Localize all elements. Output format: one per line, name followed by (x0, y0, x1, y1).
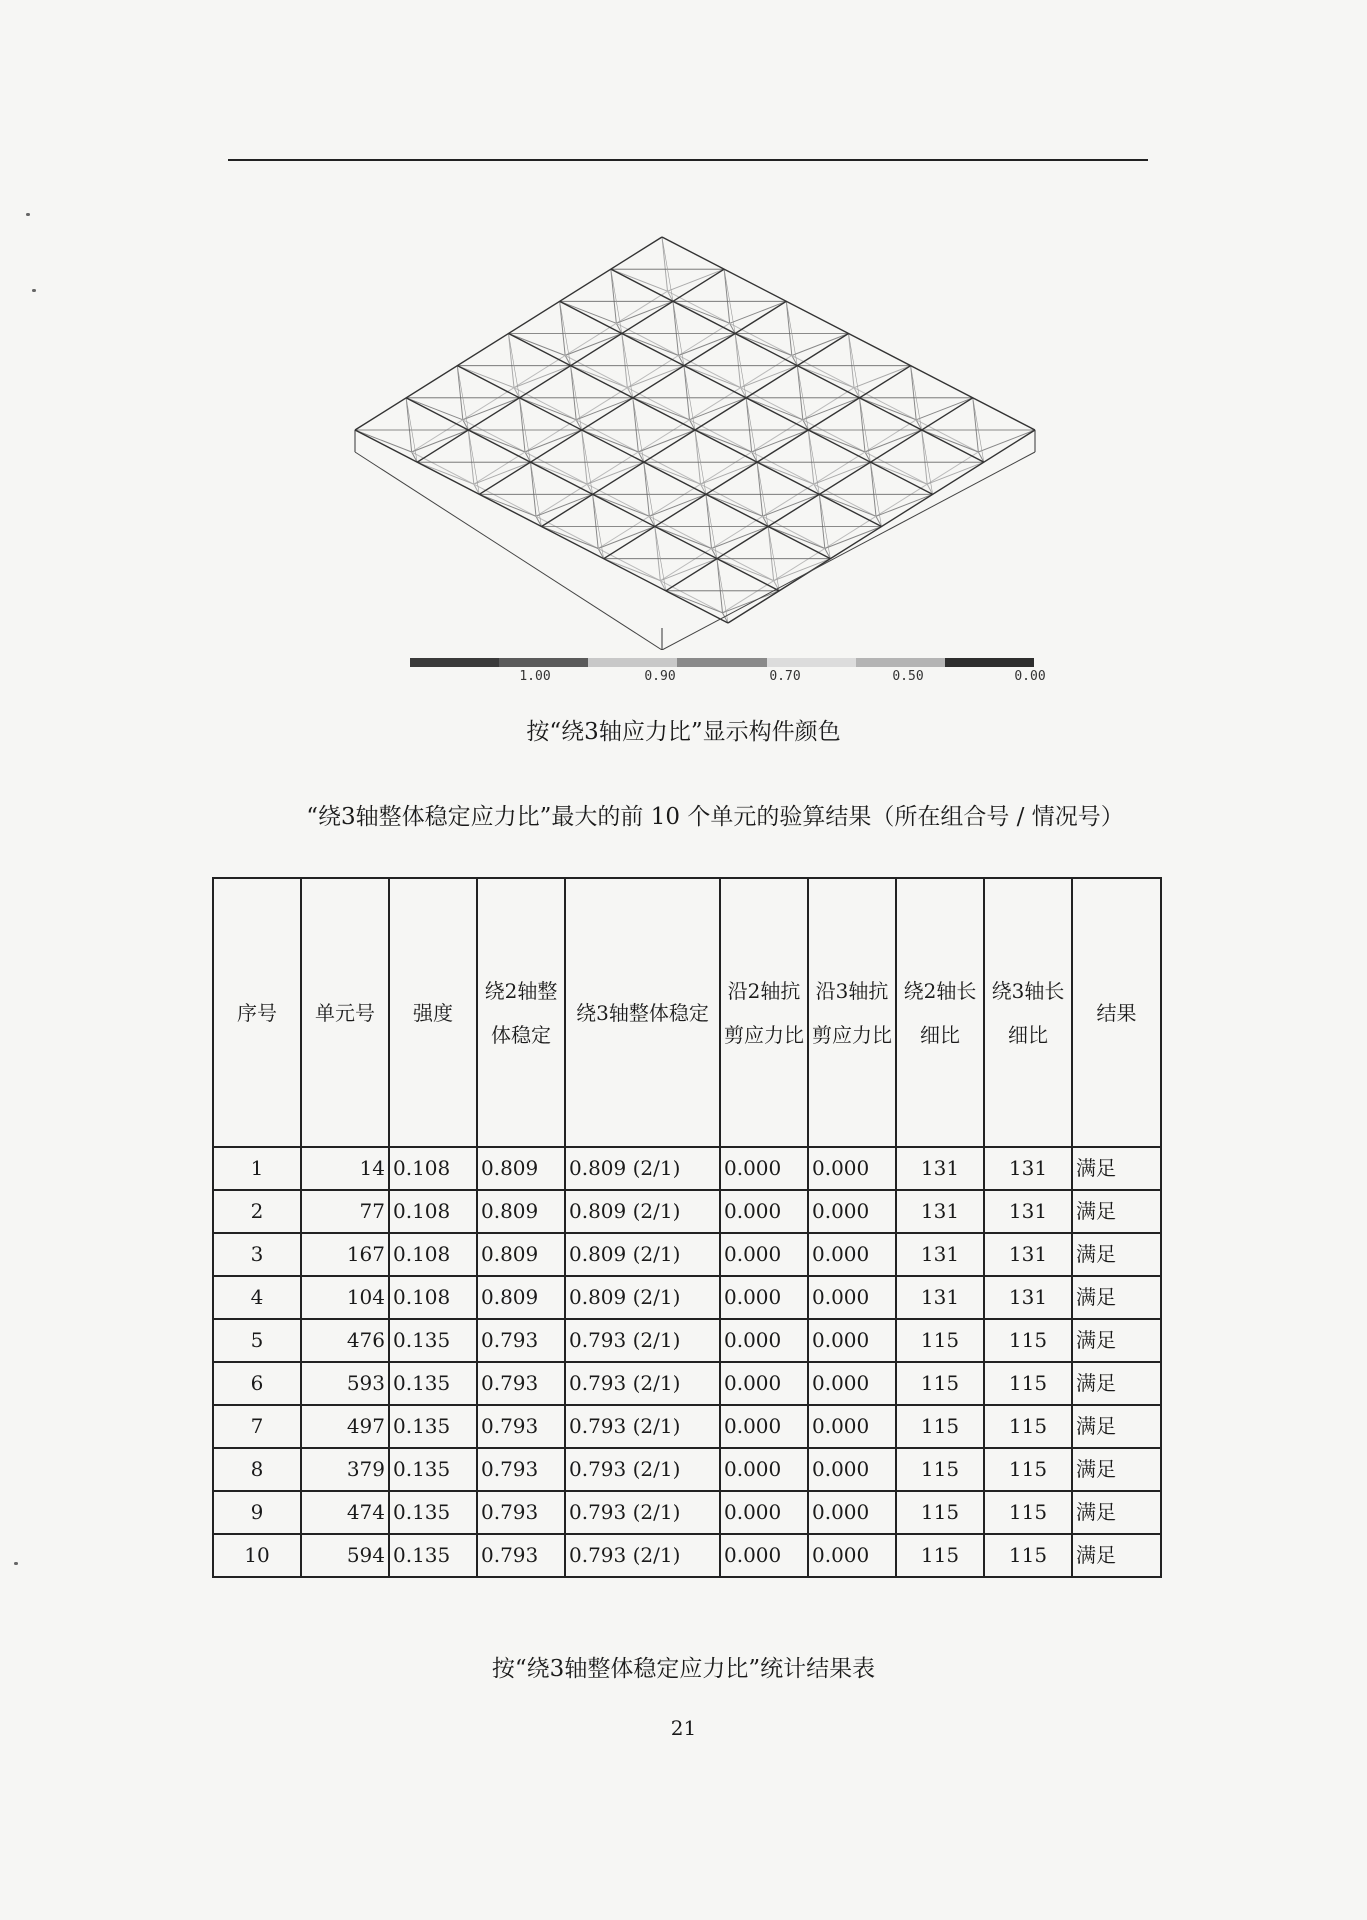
table-title: “绕3轴整体稳定应力比”最大的前 10 个单元的验算结果（所在组合号 / 情况号） (306, 804, 1124, 830)
truss-member (752, 430, 809, 452)
truss-member (571, 366, 628, 388)
truss-member (565, 356, 627, 388)
table-cell: 0.000 (720, 1405, 808, 1448)
truss-member (576, 388, 627, 420)
table-cell: 0.000 (808, 1491, 896, 1534)
truss-member (871, 462, 928, 484)
legend-color-segment (767, 658, 857, 667)
truss-member (649, 484, 700, 516)
truss-member (763, 494, 820, 516)
table-cell: 0.809 (2/1) (565, 1276, 720, 1319)
table-cell: 满足 (1072, 1190, 1161, 1233)
truss-member (468, 430, 525, 452)
table-cell: 0.135 (389, 1362, 477, 1405)
truss-member (474, 452, 525, 484)
table-cell: 3 (213, 1233, 301, 1276)
table-cell: 77 (301, 1190, 389, 1233)
table-cell: 131 (984, 1147, 1072, 1190)
truss-member (774, 549, 825, 581)
table-cell: 9 (213, 1491, 301, 1534)
truss-member (593, 494, 650, 516)
table-cell: 0.000 (808, 1319, 896, 1362)
table-cell: 115 (896, 1362, 984, 1405)
table-cell: 满足 (1072, 1319, 1161, 1362)
table-cell: 0.793 (2/1) (565, 1534, 720, 1577)
truss-member (509, 334, 566, 356)
truss-member (701, 452, 752, 484)
truss-member (457, 366, 514, 388)
table-cell: 131 (896, 1276, 984, 1319)
table-cell: 115 (896, 1448, 984, 1491)
table-cell: 0.000 (808, 1405, 896, 1448)
truss-member (412, 420, 463, 452)
legend-color-segment (410, 658, 500, 667)
table-cell: 115 (984, 1491, 1072, 1534)
table-cell: 0.000 (808, 1147, 896, 1190)
truss-member (565, 334, 622, 356)
truss-member (463, 398, 520, 420)
table-cell: 0.000 (720, 1233, 808, 1276)
table-cell: 6 (213, 1362, 301, 1405)
table-cell: 0.135 (389, 1534, 477, 1577)
truss-member (463, 420, 525, 452)
truss-member (406, 398, 463, 420)
truss-member (355, 430, 412, 452)
header-cell: 结果 (1072, 878, 1161, 1147)
truss-member (808, 430, 865, 452)
table-cell: 14 (301, 1147, 389, 1190)
truss-member (598, 527, 655, 549)
table-cell: 0.809 (477, 1233, 565, 1276)
table-cell: 满足 (1072, 1491, 1161, 1534)
header-cell: 绕2轴长细比 (896, 878, 984, 1147)
table-cell: 2 (213, 1190, 301, 1233)
truss-member (927, 462, 984, 484)
table-cell: 0.000 (720, 1491, 808, 1534)
truss-member (638, 430, 695, 452)
truss-member (825, 516, 876, 548)
truss-member (741, 388, 803, 420)
truss-member (706, 494, 763, 516)
truss-member (679, 334, 736, 356)
truss-member (797, 366, 854, 388)
truss-member (649, 494, 706, 516)
table-cell: 0.809 (477, 1147, 565, 1190)
table-caption: 按“绕3轴整体稳定应力比”统计结果表 (491, 1656, 876, 1682)
truss-member (922, 430, 979, 452)
truss-member (649, 516, 711, 548)
legend-tick: 0.90 (644, 669, 676, 684)
table-cell: 0.793 (477, 1448, 565, 1491)
table-cell: 115 (984, 1362, 1072, 1405)
table-cell: 115 (896, 1319, 984, 1362)
truss-member (768, 527, 825, 549)
table-cell: 0.809 (477, 1276, 565, 1319)
truss-member (616, 323, 678, 355)
truss-member (717, 559, 774, 581)
truss-member (514, 356, 565, 388)
figure-caption: 按“绕3轴应力比”显示构件颜色 (526, 719, 841, 745)
table-cell: 131 (984, 1276, 1072, 1319)
table-cell: 131 (896, 1147, 984, 1190)
table-cell: 0.793 (2/1) (565, 1405, 720, 1448)
table-cell: 0.000 (720, 1147, 808, 1190)
table-row (213, 1534, 1161, 1577)
truss-member (814, 452, 865, 484)
truss-member (730, 301, 787, 323)
truss-member (587, 452, 638, 484)
truss-member (690, 420, 752, 452)
table-cell: 5 (213, 1319, 301, 1362)
truss-member (627, 388, 689, 420)
table-cell: 0.809 (2/1) (565, 1233, 720, 1276)
truss-member (660, 549, 711, 581)
table-cell: 0.000 (720, 1448, 808, 1491)
header-cell: 绕3轴整体稳定 (565, 878, 720, 1147)
table-cell: 476 (301, 1319, 389, 1362)
table-row (213, 1362, 1161, 1405)
truss-member (660, 581, 722, 613)
truss-member (814, 462, 871, 484)
truss-member (587, 462, 644, 484)
truss-member (638, 452, 700, 484)
table-cell: 0.135 (389, 1491, 477, 1534)
truss-member (536, 484, 587, 516)
table-cell: 0.135 (389, 1319, 477, 1362)
truss-member (598, 516, 649, 548)
legend-color-segment (677, 658, 767, 667)
truss-member (865, 430, 922, 452)
truss-member (668, 269, 725, 291)
scan-speck (26, 213, 30, 216)
table-cell: 满足 (1072, 1233, 1161, 1276)
truss-members (355, 237, 1035, 650)
legend-color-segment (945, 658, 1035, 667)
table-cell: 8 (213, 1448, 301, 1491)
table-cell: 115 (984, 1448, 1072, 1491)
legend-tick: 0.70 (769, 669, 801, 684)
truss-member (684, 366, 741, 388)
truss-member (660, 559, 717, 581)
truss-member (525, 420, 576, 452)
table-cell: 0.809 (477, 1190, 565, 1233)
truss-member (876, 494, 933, 516)
table-row (213, 1276, 1161, 1319)
truss-member (860, 398, 917, 420)
table-cell: 满足 (1072, 1362, 1161, 1405)
table-cell: 131 (896, 1190, 984, 1233)
truss-member (525, 452, 587, 484)
table-cell: 594 (301, 1534, 389, 1577)
truss-member (803, 420, 865, 452)
truss-member (565, 323, 616, 355)
table-cell: 0.108 (389, 1233, 477, 1276)
truss-member (757, 462, 814, 484)
truss-member (576, 398, 633, 420)
truss-member (536, 494, 593, 516)
table-cell: 474 (301, 1491, 389, 1534)
table-cell: 0.000 (720, 1319, 808, 1362)
truss-member (712, 549, 774, 581)
truss-member (792, 356, 854, 388)
header-cell: 绕3轴长细比 (984, 878, 1072, 1147)
table-cell: 0.108 (389, 1147, 477, 1190)
table-cell: 115 (984, 1405, 1072, 1448)
truss-member (701, 462, 758, 484)
legend-tick: 0.00 (1014, 669, 1046, 684)
table-row (213, 1190, 1161, 1233)
truss-member (531, 462, 588, 484)
truss-member (978, 430, 1035, 452)
table-cell: 满足 (1072, 1448, 1161, 1491)
table-cell: 7 (213, 1405, 301, 1448)
truss-member (735, 334, 792, 356)
table-cell: 满足 (1072, 1147, 1161, 1190)
truss-member (638, 420, 689, 452)
table-cell: 497 (301, 1405, 389, 1448)
table-cell: 131 (984, 1190, 1072, 1233)
table-cell: 0.809 (2/1) (565, 1147, 720, 1190)
truss-member (604, 559, 661, 581)
table-cell: 104 (301, 1276, 389, 1319)
truss-member (741, 356, 792, 388)
truss-member (525, 430, 582, 452)
truss-member (598, 549, 660, 581)
table-cell: 0.000 (720, 1276, 808, 1319)
table-row (213, 1448, 1161, 1491)
truss-member (655, 527, 712, 549)
header-rule (228, 159, 1148, 161)
truss-member (803, 388, 854, 420)
table-row (213, 1319, 1161, 1362)
table-row (213, 1233, 1161, 1276)
scan-speck (14, 1562, 18, 1565)
table-cell: 4 (213, 1276, 301, 1319)
table-cell: 0.000 (808, 1233, 896, 1276)
scan-speck (32, 289, 36, 292)
table-cell: 满足 (1072, 1276, 1161, 1319)
truss-member (695, 430, 752, 452)
truss-member (542, 527, 599, 549)
legend-color-segment (856, 658, 946, 667)
table-cell: 115 (984, 1319, 1072, 1362)
truss-member (616, 291, 667, 323)
truss-member (690, 388, 741, 420)
header-cell: 强度 (389, 878, 477, 1147)
legend-color-segment (499, 658, 589, 667)
table-cell: 0.000 (808, 1276, 896, 1319)
legend-tick: 1.00 (519, 669, 551, 684)
truss-member (927, 452, 978, 484)
table-cell: 0.793 (477, 1319, 565, 1362)
table-cell: 593 (301, 1362, 389, 1405)
legend-tick: 0.50 (892, 669, 924, 684)
truss-member (741, 366, 798, 388)
truss-member (622, 334, 679, 356)
truss-member (712, 516, 763, 548)
truss-member (582, 430, 639, 452)
legend-color-segment (588, 658, 678, 667)
truss-member (417, 462, 474, 484)
table-cell: 0.793 (477, 1534, 565, 1577)
table-cell: 0.793 (477, 1362, 565, 1405)
truss-member (514, 388, 576, 420)
table-cell: 131 (896, 1233, 984, 1276)
table-cell: 0.000 (720, 1534, 808, 1577)
table-cell: 满足 (1072, 1534, 1161, 1577)
color-legend (410, 658, 1046, 688)
truss-member (763, 516, 825, 548)
table-cell: 379 (301, 1448, 389, 1491)
header-cell: 沿2轴抗剪应力比 (720, 878, 808, 1147)
truss-member (514, 366, 571, 388)
truss-member (814, 484, 876, 516)
table-cell: 0.809 (2/1) (565, 1190, 720, 1233)
truss-member (746, 398, 803, 420)
truss-member (916, 420, 978, 452)
table-cell: 1 (213, 1147, 301, 1190)
table-cell: 0.793 (2/1) (565, 1319, 720, 1362)
truss-member (520, 398, 577, 420)
truss-member (854, 366, 911, 388)
table-cell: 0.793 (2/1) (565, 1448, 720, 1491)
truss-member (633, 398, 690, 420)
table-cell: 0.108 (389, 1276, 477, 1319)
truss-member (679, 356, 741, 388)
table-cell: 115 (896, 1491, 984, 1534)
table-cell: 0.000 (808, 1534, 896, 1577)
truss-member (730, 323, 792, 355)
table-cell: 0.108 (389, 1190, 477, 1233)
truss-member (627, 366, 684, 388)
truss-member (876, 484, 927, 516)
truss-member (463, 388, 514, 420)
truss-member (576, 420, 638, 452)
table-cell: 115 (896, 1534, 984, 1577)
truss-member (474, 484, 536, 516)
truss-member (616, 301, 673, 323)
table-cell: 0.000 (808, 1448, 896, 1491)
truss-member (865, 452, 927, 484)
truss-member (803, 398, 860, 420)
table-row (213, 1147, 1161, 1190)
header-cell: 绕2轴整体稳定 (477, 878, 565, 1147)
table-cell: 0.793 (477, 1405, 565, 1448)
truss-member (587, 484, 649, 516)
table-row (213, 1405, 1161, 1448)
truss-member (666, 591, 723, 613)
truss-member (412, 430, 469, 452)
truss-member (701, 484, 763, 516)
truss-member (536, 516, 598, 548)
table-cell: 115 (896, 1405, 984, 1448)
table-cell: 0.000 (720, 1190, 808, 1233)
truss-member (819, 494, 876, 516)
table-cell: 0.135 (389, 1405, 477, 1448)
truss-member (723, 591, 780, 613)
truss-member (690, 398, 747, 420)
table-cell: 10 (213, 1534, 301, 1577)
table-cell: 0.793 (2/1) (565, 1362, 720, 1405)
truss-member (673, 301, 730, 323)
header-cell: 沿3轴抗剪应力比 (808, 878, 896, 1147)
table-cell: 0.793 (2/1) (565, 1491, 720, 1534)
truss-member (865, 420, 916, 452)
truss-member (723, 581, 774, 613)
truss-member (679, 323, 730, 355)
truss-member (854, 388, 916, 420)
table-cell: 131 (984, 1233, 1072, 1276)
truss-member (752, 420, 803, 452)
table-cell: 167 (301, 1233, 389, 1276)
table-row (213, 1491, 1161, 1534)
table-cell: 0.135 (389, 1448, 477, 1491)
truss-member (668, 291, 730, 323)
truss-member (474, 462, 531, 484)
truss-member (412, 452, 474, 484)
header-cell: 序号 (213, 878, 301, 1147)
truss-member (611, 269, 668, 291)
table-cell: 0.793 (477, 1491, 565, 1534)
truss-member (752, 452, 814, 484)
table-cell: 115 (984, 1534, 1072, 1577)
truss-member (712, 527, 769, 549)
table-cell: 0.000 (720, 1362, 808, 1405)
truss-member (916, 398, 973, 420)
table-cell: 满足 (1072, 1405, 1161, 1448)
truss-member (644, 462, 701, 484)
truss-member (774, 559, 831, 581)
truss-member (662, 452, 1035, 650)
table-cell: 0.000 (808, 1362, 896, 1405)
result-table (212, 877, 1162, 1578)
header-cell: 单元号 (301, 878, 389, 1147)
truss-member (479, 494, 536, 516)
truss-member (763, 484, 814, 516)
table-cell: 0.000 (808, 1190, 896, 1233)
page-number: 21 (670, 1716, 697, 1740)
truss-member (560, 301, 617, 323)
table-header-row (213, 878, 1161, 1147)
truss-member (792, 334, 849, 356)
truss-member (627, 356, 678, 388)
space-truss-grid-figure (340, 225, 1060, 650)
